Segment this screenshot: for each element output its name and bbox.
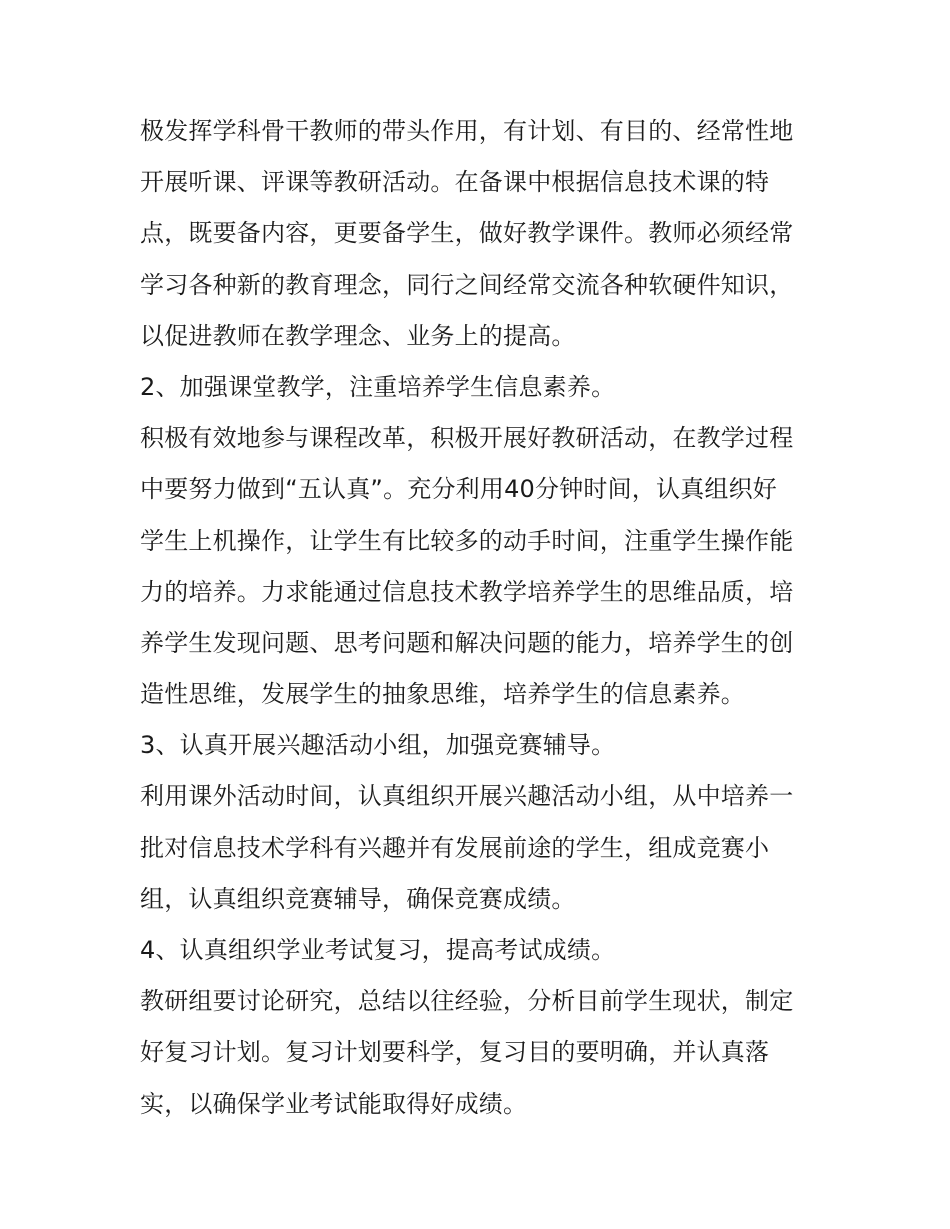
document-body — [140, 106, 820, 1130]
text-line: 力的培养。力求能通过信息技术教学培养学生的思维品质，培 — [140, 577, 794, 606]
section-heading-4: 4、认真组织学业考试复习，提高考试成绩。 — [140, 936, 616, 964]
text-line: 组，认真组织竞赛辅导，确保竞赛成绩。 — [140, 884, 576, 913]
text-line: 点，既要备内容，更要备学生，做好教学课件。教师必须经常 — [140, 219, 794, 248]
text-line: 批对信息技术学科有兴趣并有发展前途的学生，组成竞赛小 — [140, 833, 770, 862]
text-line: 养学生发现问题、思考问题和解决问题的能力，培养学生的创 — [140, 628, 794, 657]
section-heading-3: 3、认真开展兴趣活动小组，加强竞赛辅导。 — [140, 731, 616, 760]
text-line: 教研组要讨论研究，总结以往经验，分析目前学生现状，制定 — [140, 987, 794, 1016]
text-line: 积极有效地参与课程改革，积极开展好教研活动，在教学过程 — [140, 424, 794, 453]
text-line: 以促进教师在教学理念、业务上的提高。 — [140, 321, 576, 350]
text-line: 开展听课、评课等教研活动。在备课中根据信息技术课的特 — [140, 168, 770, 197]
text-line: 利用课外活动时间，认真组织开展兴趣活动小组，从中培养一 — [140, 782, 794, 811]
text-line: 实，以确保学业考试能取得好成绩。 — [140, 1089, 528, 1118]
text-line: 学习各种新的教育理念，同行之间经常交流各种软硬件知识， — [140, 270, 794, 299]
section-heading-2: 2、加强课堂教学，注重培养学生信息素养。 — [140, 372, 616, 401]
text-line: 造性思维，发展学生的抽象思维，培养学生的信息素养。 — [140, 680, 745, 709]
text-line: 好复习计划。复习计划要科学，复习目的要明确，并认真落 — [140, 1038, 770, 1067]
text-line: 中要努力做到“五认真”。充分利用40分钟时间，认真组织好 — [140, 475, 778, 504]
text-line: 极发挥学科骨干教师的带头作用，有计划、有目的、经常性地 — [140, 117, 794, 145]
text-line: 学生上机操作，让学生有比较多的动手时间，注重学生操作能 — [140, 526, 794, 555]
